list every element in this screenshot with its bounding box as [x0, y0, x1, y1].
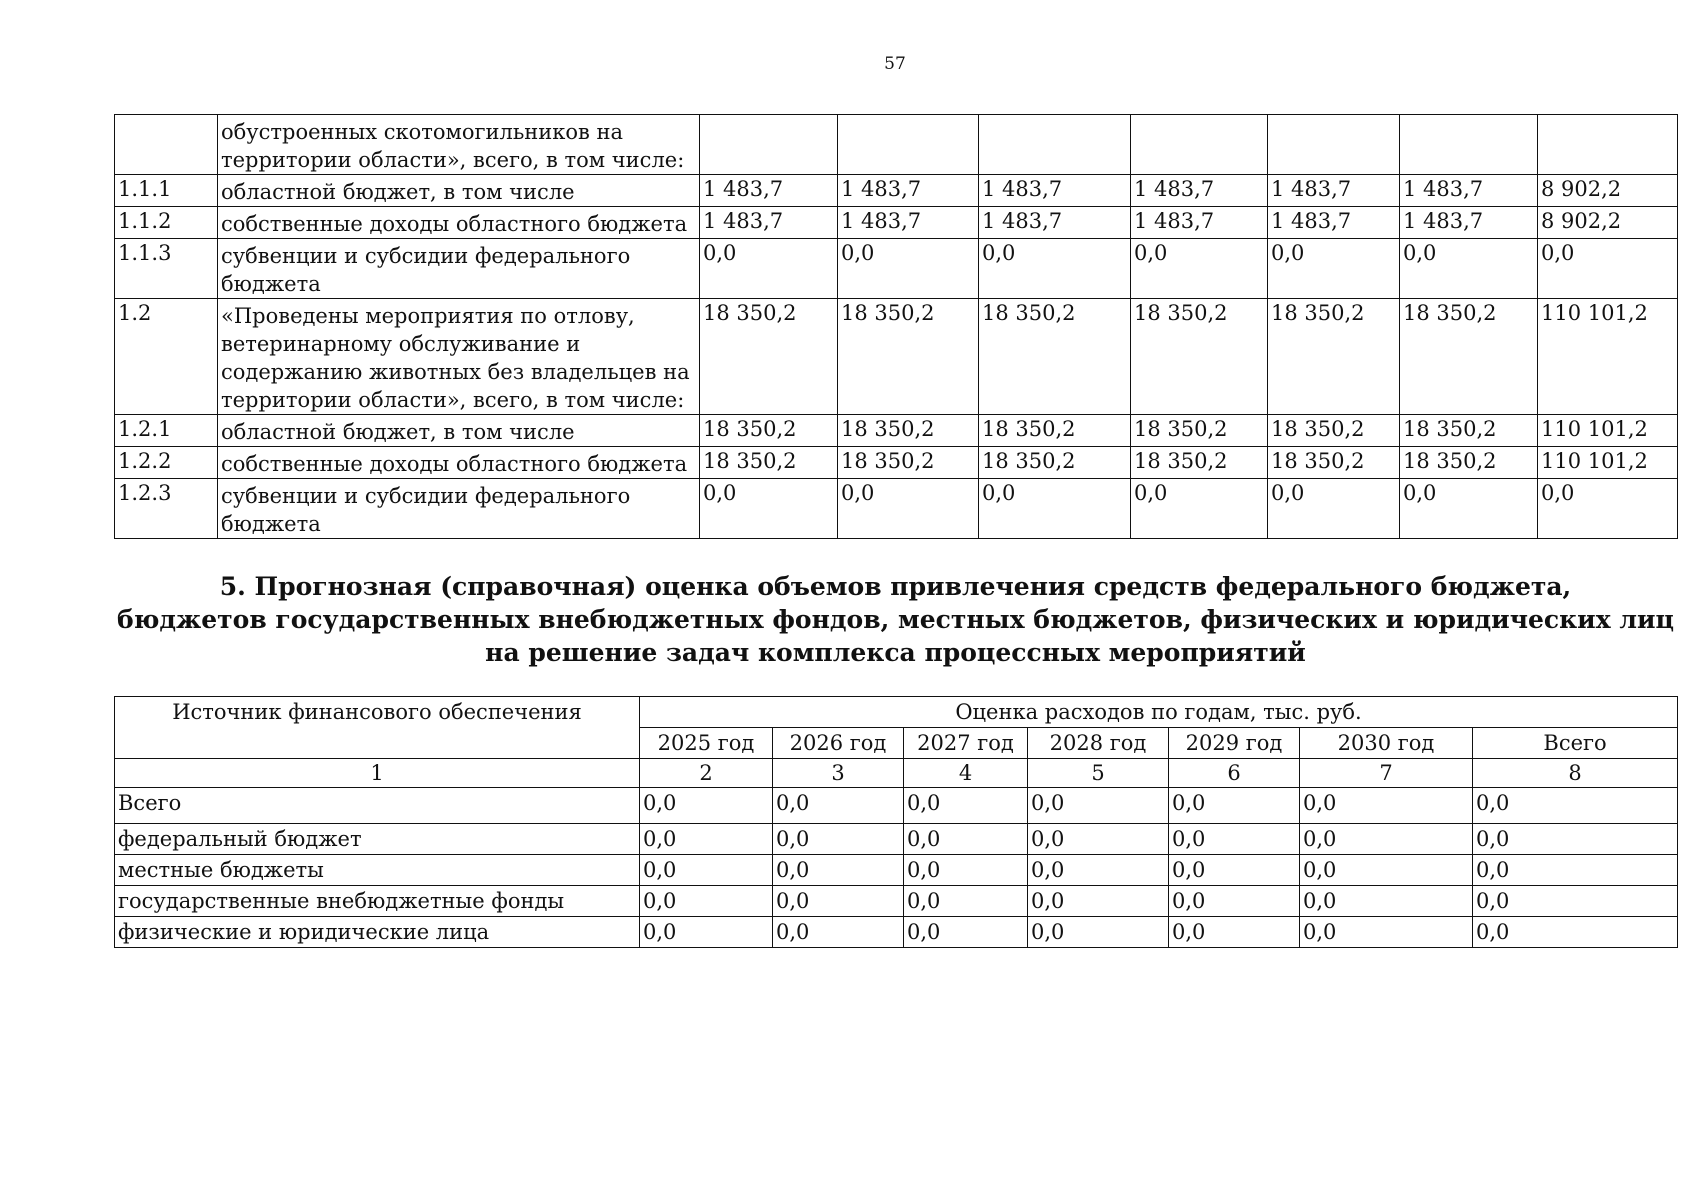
- value-cell: 1 483,7: [838, 207, 979, 239]
- value-cell: 18 350,2: [1400, 299, 1538, 415]
- value-cell: 18 350,2: [700, 415, 838, 447]
- value-cell: [700, 115, 838, 175]
- value-cell: 0,0: [773, 917, 904, 948]
- value-cell: 1 483,7: [1131, 207, 1268, 239]
- value-cell: 18 350,2: [1400, 415, 1538, 447]
- value-cell: 0,0: [1028, 855, 1169, 886]
- value-cell: 0,0: [1028, 788, 1169, 824]
- source-name: Всего: [115, 788, 640, 824]
- value-cell: [1538, 115, 1678, 175]
- value-cell: 0,0: [1473, 855, 1678, 886]
- table-row: [115, 239, 1678, 299]
- column-number: 6: [1169, 759, 1300, 788]
- column-numbers-row: [115, 759, 1678, 788]
- value-cell: 0,0: [1473, 788, 1678, 824]
- column-number: 7: [1300, 759, 1473, 788]
- source-name: государственные внебюджетные фонды: [115, 886, 640, 917]
- value-cell: 0,0: [640, 886, 773, 917]
- source-name: физические и юридические лица: [115, 917, 640, 948]
- value-cell: 0,0: [1268, 479, 1400, 539]
- source-name: местные бюджеты: [115, 855, 640, 886]
- column-number: 1: [115, 759, 640, 788]
- section-5-heading: [114, 570, 1677, 669]
- year-header: Всего: [1473, 728, 1678, 759]
- value-cell: 0,0: [1028, 824, 1169, 855]
- table-row: [115, 788, 1678, 824]
- value-cell: 1 483,7: [838, 175, 979, 207]
- value-cell: 0,0: [700, 479, 838, 539]
- estimate-header: Оценка расходов по годам, тыс. руб.: [640, 697, 1678, 728]
- value-cell: 0,0: [1300, 855, 1473, 886]
- row-number: 1.2.3: [115, 479, 218, 539]
- value-cell: 1 483,7: [1400, 207, 1538, 239]
- value-cell: 0,0: [773, 824, 904, 855]
- table-row: [115, 886, 1678, 917]
- value-cell: 18 350,2: [1131, 299, 1268, 415]
- column-number: 2: [640, 759, 773, 788]
- table-row: [115, 115, 1678, 175]
- value-cell: 0,0: [1538, 479, 1678, 539]
- value-cell: 1 483,7: [1400, 175, 1538, 207]
- value-cell: 0,0: [979, 239, 1131, 299]
- row-number: 1.1.2: [115, 207, 218, 239]
- value-cell: 18 350,2: [838, 299, 979, 415]
- value-cell: 0,0: [1169, 788, 1300, 824]
- value-cell: 0,0: [838, 239, 979, 299]
- value-cell: [979, 115, 1131, 175]
- value-cell: 0,0: [1169, 824, 1300, 855]
- value-cell: 1 483,7: [700, 175, 838, 207]
- value-cell: 0,0: [1268, 239, 1400, 299]
- table-row: [115, 917, 1678, 948]
- value-cell: 0,0: [1131, 239, 1268, 299]
- value-cell: 0,0: [904, 788, 1028, 824]
- value-cell: 0,0: [904, 917, 1028, 948]
- value-cell: 1 483,7: [700, 207, 838, 239]
- forecast-funding-table: [114, 696, 1678, 948]
- value-cell: 0,0: [773, 886, 904, 917]
- table-row: [115, 415, 1678, 447]
- value-cell: [838, 115, 979, 175]
- program-funding-table: [114, 114, 1678, 539]
- row-name: собственные доходы областного бюджета: [218, 207, 700, 239]
- value-cell: 0,0: [1300, 788, 1473, 824]
- row-name: областной бюджет, в том числе: [218, 175, 700, 207]
- value-cell: 0,0: [1400, 239, 1538, 299]
- row-name: обустроенных скотомогильников на территории области», всего, в том числе:: [218, 115, 700, 175]
- value-cell: 110 101,2: [1538, 299, 1678, 415]
- value-cell: 18 350,2: [979, 299, 1131, 415]
- value-cell: 1 483,7: [979, 175, 1131, 207]
- section-5-heading-line-1: 5. Прогнозная (справочная) оценка объемов привлечения средств федерального бюджета,: [219, 572, 1572, 601]
- table-header-row: [115, 697, 1678, 728]
- source-name: федеральный бюджет: [115, 824, 640, 855]
- value-cell: 0,0: [640, 917, 773, 948]
- value-cell: [1131, 115, 1268, 175]
- value-cell: 0,0: [979, 479, 1131, 539]
- column-number: 3: [773, 759, 904, 788]
- value-cell: [1268, 115, 1400, 175]
- table-row: [115, 479, 1678, 539]
- year-header: 2030 год: [1300, 728, 1473, 759]
- value-cell: 18 350,2: [1400, 447, 1538, 479]
- value-cell: 0,0: [1300, 824, 1473, 855]
- row-number: 1.1.3: [115, 239, 218, 299]
- table-row: [115, 824, 1678, 855]
- value-cell: 0,0: [904, 886, 1028, 917]
- row-number: 1.2: [115, 299, 218, 415]
- value-cell: 18 350,2: [1131, 447, 1268, 479]
- value-cell: 0,0: [700, 239, 838, 299]
- row-name: областной бюджет, в том числе: [218, 415, 700, 447]
- value-cell: 18 350,2: [1268, 447, 1400, 479]
- value-cell: 1 483,7: [979, 207, 1131, 239]
- table-row: [115, 175, 1678, 207]
- value-cell: [1400, 115, 1538, 175]
- year-header: 2029 год: [1169, 728, 1300, 759]
- value-cell: 0,0: [904, 855, 1028, 886]
- value-cell: 110 101,2: [1538, 447, 1678, 479]
- value-cell: 0,0: [1473, 886, 1678, 917]
- year-header: 2025 год: [640, 728, 773, 759]
- value-cell: 18 350,2: [838, 447, 979, 479]
- value-cell: 0,0: [1300, 886, 1473, 917]
- column-number: 5: [1028, 759, 1169, 788]
- value-cell: 0,0: [773, 855, 904, 886]
- column-number: 8: [1473, 759, 1678, 788]
- column-number: 4: [904, 759, 1028, 788]
- value-cell: 1 483,7: [1268, 207, 1400, 239]
- value-cell: 8 902,2: [1538, 207, 1678, 239]
- value-cell: 110 101,2: [1538, 415, 1678, 447]
- table-row: [115, 207, 1678, 239]
- section-5-heading-line-3: на решение задач комплекса процессных мероприятий: [485, 638, 1306, 667]
- value-cell: 0,0: [640, 824, 773, 855]
- value-cell: 1 483,7: [1131, 175, 1268, 207]
- row-name: собственные доходы областного бюджета: [218, 447, 700, 479]
- value-cell: 0,0: [640, 855, 773, 886]
- value-cell: 0,0: [1538, 239, 1678, 299]
- table-row: [115, 299, 1678, 415]
- value-cell: 1 483,7: [1268, 175, 1400, 207]
- value-cell: 0,0: [1169, 917, 1300, 948]
- section-5-heading-line-2: бюджетов государственных внебюджетных фондов, местных бюджетов, физических и юридических лиц: [117, 605, 1674, 634]
- value-cell: 0,0: [1300, 917, 1473, 948]
- value-cell: 0,0: [773, 788, 904, 824]
- value-cell: 0,0: [640, 788, 773, 824]
- table-row: [115, 447, 1678, 479]
- row-name: «Проведены мероприятия по отлову, ветеринарному обслуживание и содержанию животных без владельцев на территории области», всего, в том числе:: [218, 299, 700, 415]
- value-cell: 0,0: [1169, 886, 1300, 917]
- row-number: [115, 115, 218, 175]
- value-cell: 18 350,2: [979, 415, 1131, 447]
- value-cell: 18 350,2: [1268, 299, 1400, 415]
- value-cell: 0,0: [1169, 855, 1300, 886]
- value-cell: 18 350,2: [979, 447, 1131, 479]
- value-cell: 0,0: [1028, 917, 1169, 948]
- year-header: 2028 год: [1028, 728, 1169, 759]
- row-name: субвенции и субсидии федерального бюджета: [218, 479, 700, 539]
- value-cell: 0,0: [1131, 479, 1268, 539]
- row-number: 1.2.2: [115, 447, 218, 479]
- table-row: [115, 855, 1678, 886]
- value-cell: 18 350,2: [838, 415, 979, 447]
- row-number: 1.1.1: [115, 175, 218, 207]
- year-header: 2027 год: [904, 728, 1028, 759]
- value-cell: 0,0: [1400, 479, 1538, 539]
- value-cell: 18 350,2: [1268, 415, 1400, 447]
- value-cell: 18 350,2: [700, 299, 838, 415]
- value-cell: 0,0: [1473, 917, 1678, 948]
- year-header: 2026 год: [773, 728, 904, 759]
- value-cell: 0,0: [1473, 824, 1678, 855]
- row-number: 1.2.1: [115, 415, 218, 447]
- source-header: Источник финансового обеспечения: [115, 697, 640, 759]
- value-cell: 18 350,2: [700, 447, 838, 479]
- value-cell: 18 350,2: [1131, 415, 1268, 447]
- value-cell: 0,0: [838, 479, 979, 539]
- value-cell: 0,0: [1028, 886, 1169, 917]
- value-cell: 0,0: [904, 824, 1028, 855]
- page-number: 57: [884, 54, 906, 74]
- row-name: субвенции и субсидии федерального бюджета: [218, 239, 700, 299]
- value-cell: 8 902,2: [1538, 175, 1678, 207]
